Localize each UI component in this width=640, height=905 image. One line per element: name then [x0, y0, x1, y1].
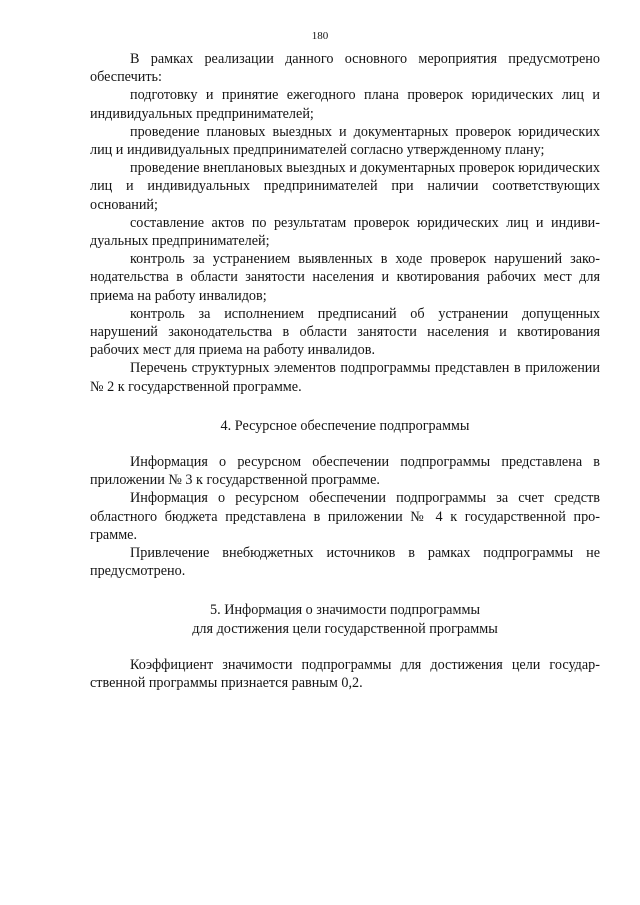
- list-item-violation-control: контроль за устранением выявленных в ходе проверок нарушений законодательства в области занятости населения и квотирования рабочих мест для приема на работу инвалидов;: [90, 251, 600, 304]
- section-4-paragraph: Привлечение внебюджетных источников в рамках подпрограммы не предусмотрено.: [90, 545, 600, 580]
- page-number: 180: [311, 30, 329, 42]
- section-5-paragraph: Коэффициент значимости подпрограммы для достижения цели государственной программы признается равным 0,2.: [90, 656, 600, 692]
- section-5-heading-line-2: для достижения цели государственной программы: [192, 620, 498, 637]
- list-item-inspection-acts: составление актов по результатам проверок юридических лиц и индивидуальных предпринимателей;: [90, 214, 600, 250]
- list-item-annual-plan: подготовку и принятие ежегодного плана проверок юридических лиц и индивидуальных предпринимателей;: [90, 87, 600, 122]
- section-5-body: [90, 656, 600, 692]
- list-item-planned-inspections: проведение плановых выездных и документарных проверок юридических лиц и индивидуальных предпринимателей согласно утвержденному плану;: [90, 123, 600, 159]
- document-body: [90, 50, 600, 692]
- section-4-paragraph: Информация о ресурсном обеспечении подпрограммы за счет средств областного бюджета представлена в приложении № 4 к государственной программе.: [90, 490, 600, 543]
- list-item-order-control: контроль за исполнением предписаний об устранении допущенных нарушений законодательства в области занятости населения и квотирования рабочих мест для приема на работу инвалидов.: [90, 305, 600, 359]
- section-4-paragraph: Информация о ресурсном обеспечении подпрограммы представлена в приложении № 3 к государственной программе.: [90, 454, 600, 489]
- intro-paragraph: В рамках реализации данного основного мероприятия предусмотрено обеспечить:: [90, 51, 600, 86]
- section-5-heading: [90, 601, 600, 637]
- list-item-unplanned-inspections: проведение внеплановых выездных и документарных проверок юридических лиц и индивидуальных предпринимателей при наличии соответствующих оснований;: [90, 160, 600, 213]
- section-5-heading-line-1: 5. Информация о значимости подпрограммы: [210, 602, 480, 619]
- structural-elements-paragraph: Перечень структурных элементов подпрограммы представлен в приложении № 2 к государственной программе.: [90, 360, 600, 395]
- section-4-heading: 4. Ресурсное обеспечение подпрограммы: [220, 417, 470, 434]
- section-4-body: [90, 453, 600, 580]
